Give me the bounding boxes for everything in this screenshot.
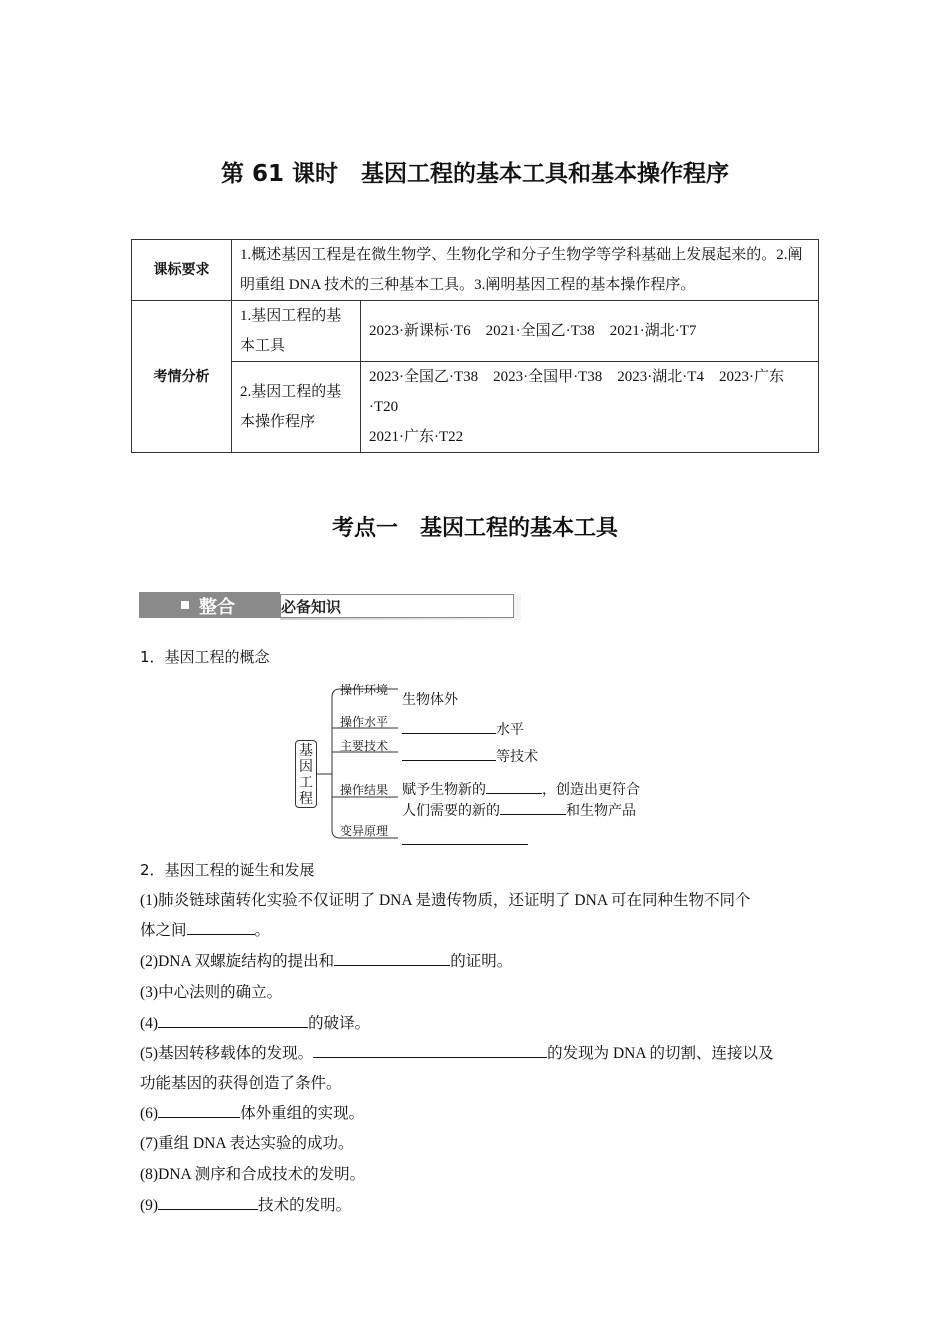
page-title: 第 61 课时 基因工程的基本工具和基本操作程序	[220, 161, 730, 187]
q2-item-7: (7)重组 DNA 表达实验的成功。	[140, 1135, 354, 1152]
q2-item-2	[140, 949, 512, 971]
q2-heading: 2．基因工程的诞生和发展	[140, 861, 315, 879]
q1-heading: 1．基因工程的概念	[140, 648, 270, 666]
branch-text-4b-1: 人们需要的新的	[402, 803, 500, 819]
blank	[486, 777, 542, 794]
blank	[402, 828, 528, 845]
banner-tag-label: 必备知识	[281, 598, 342, 616]
branch-text-1: 生物体外	[402, 692, 458, 708]
branch-text-4a	[402, 777, 640, 799]
q2-item-4	[140, 1011, 370, 1033]
q2-item-8: (8)DNA 测序和合成技术的发明。	[140, 1166, 366, 1183]
blank	[158, 1011, 308, 1028]
analysis-value-1: 2023·新课标·T6 2021·全国乙·T38 2021·湖北·T7	[361, 301, 819, 362]
concept-center-box	[295, 740, 317, 808]
branch-text-5	[402, 828, 528, 849]
blank	[402, 717, 496, 734]
q2-item-4-text: (4)	[140, 1015, 159, 1032]
branch-label-1: 操作环境	[340, 683, 389, 697]
branch-text-2-label: 水平	[496, 722, 524, 738]
banner-main-label: 整合	[199, 597, 235, 618]
analysis-value-2a: 2023·全国乙·T38 2023·全国甲·T38 2023·湖北·T4 2023·广东·T20	[369, 369, 784, 415]
q2-item-5a	[140, 1041, 774, 1063]
section-title: 考点一 基因工程的基本工具	[331, 516, 618, 541]
q2-item-1b	[140, 918, 270, 940]
q2-item-2-text: (2)DNA 双螺旋结构的提出和	[140, 953, 335, 970]
q2-item-9-end: 技术的发明。	[258, 1197, 352, 1214]
branch-label-3: 主要技术	[340, 739, 389, 753]
blank	[158, 1193, 258, 1210]
q2-item-1b-text: 体之间	[140, 922, 187, 939]
blank	[334, 949, 450, 966]
q2-item-6-text: (6)	[140, 1105, 159, 1122]
branch-text-2	[402, 717, 524, 739]
q2-item-6-end: 体外重组的实现。	[240, 1105, 365, 1122]
q2-item-5b: 功能基因的获得创造了条件。	[140, 1075, 342, 1092]
blank	[500, 798, 566, 815]
analysis-sub-2: 2.基因工程的基本操作程序	[232, 362, 361, 453]
blank	[158, 1101, 240, 1118]
concept-center-label: 基因工程	[299, 743, 313, 807]
branch-text-4a-2: ，创造出更符合	[542, 782, 640, 798]
q2-item-3: (3)中心法则的确立。	[140, 984, 283, 1001]
requirements-text: 1.概述基因工程是在微生物学、生物化学和分子生物学等学科基础上发展起来的。2.阐明重组 DNA 技术的三种基本工具。3.阐明基因工程的基本操作程序。	[232, 240, 819, 301]
q2-item-9-text: (9)	[140, 1197, 159, 1214]
branch-text-3-label: 等技术	[496, 749, 538, 765]
blank	[187, 918, 255, 935]
branch-label-4: 操作结果	[340, 783, 389, 797]
q2-item-5-text: (5)基因转移载体的发现。	[140, 1045, 314, 1062]
q2-item-5-mid: 的发现为 DNA 的切割、连接以及	[547, 1045, 774, 1062]
q2-item-1a: (1)肺炎链球菌转化实验不仅证明了 DNA 是遗传物质，还证明了 DNA 可在同种生物不同个	[140, 892, 751, 909]
branch-text-3	[402, 744, 538, 766]
analysis-sub-1: 1.基因工程的基本工具	[232, 301, 361, 362]
branch-label-5: 变异原理	[340, 824, 389, 838]
analysis-value-2b: 2021·广东·T22	[369, 429, 464, 445]
q2-item-4-end: 的破译。	[308, 1015, 371, 1032]
q2-item-1b-end: 。	[254, 922, 271, 939]
blank	[402, 744, 496, 761]
analysis-label: 考情分析	[132, 301, 232, 453]
branch-text-4a-1: 赋予生物新的	[402, 782, 486, 798]
branch-label-2: 操作水平	[340, 715, 389, 729]
requirements-label: 课标要求	[132, 240, 232, 301]
q2-item-6	[140, 1101, 364, 1123]
q2-item-2-end: 的证明。	[450, 953, 513, 970]
branch-text-4b	[402, 798, 636, 820]
q2-item-9	[140, 1193, 351, 1215]
blank	[313, 1041, 547, 1058]
branch-text-4b-2: 和生物产品	[566, 803, 636, 819]
